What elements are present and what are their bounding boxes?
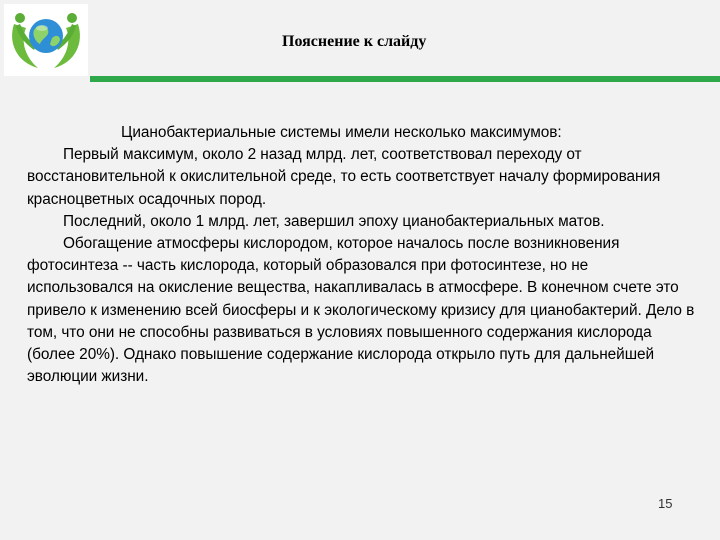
paragraph-last-maximum: Последний, около 1 млрд. лет, завершил эпоху цианобактериальных матов. [63, 212, 605, 230]
globe-people-logo-icon [4, 4, 88, 76]
slide-title: Пояснение к слайду [282, 33, 427, 50]
paragraph-oxygen-enrichment: Обогащение атмосферы кислородом, которое началось после возникновения фотосинтеза -- часть кислорода, который образовался при фотосинтезе, но не использовался на окисление вещества, накапливалась в атмосфере. В конечном счете это привело к изменению всей биосферы и к экологическому кризису для цианобактерий. Дело в том, что они не способны развиваться в условиях повышенного содержания кислорода (более 20%). Однако повышение содержание кислорода открыло путь для дальнейшей эволюции жизни. [27, 235, 695, 386]
slide-body-text [27, 122, 695, 388]
header-divider [90, 76, 720, 82]
paragraph-first-maximum: Первый максимум, около 2 назад млрд. лет, соответствовал переходу от восстановительной к окислительной среде, то есть соответствует началу формирования красноцветных осадочных пород. [27, 146, 661, 208]
paragraph-intro: Цианобактериальные системы имели несколько максимумов: [121, 124, 562, 141]
slide-number: 15 [658, 496, 673, 511]
